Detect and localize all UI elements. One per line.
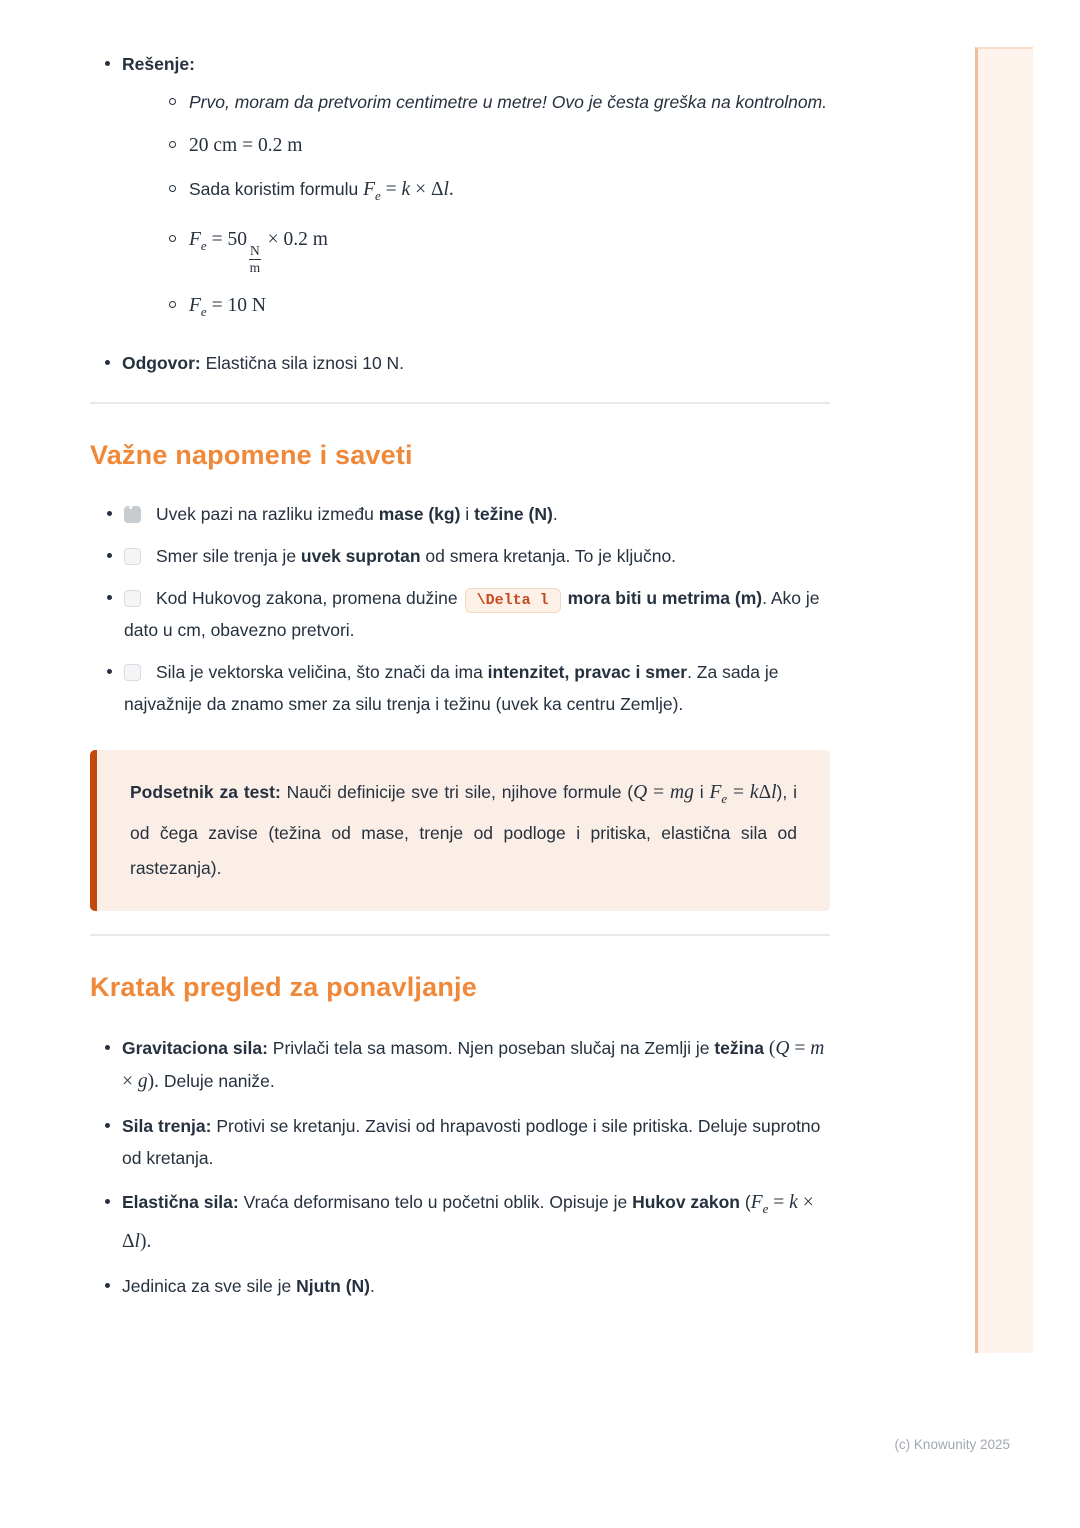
notes-checklist [90,498,830,720]
solution-step-text: $F_e = 50$ $\frac{N}{m}$ × 0.2 m [189,229,328,275]
solution-step-text: Sada koristim formulu $F_e = k \times \Delta l$. [189,179,454,203]
checkbox-icon[interactable] [124,548,141,565]
solution-step-text: $F_e = 10$ N [189,295,266,320]
bullet-icon [105,360,110,365]
checklist-item-text: Smer sile trenja je uvek suprotan od smera kretanja. To je ključno. [156,546,677,567]
circle-bullet-icon [169,301,176,308]
solution-step-text: Prvo, moram da pretvorim centimetre u metre! Ovo je česta greška na kontrolnom. [189,92,828,112]
solution-step [122,289,830,328]
side-accent-bar [975,47,1033,1353]
circle-bullet-icon [169,185,176,192]
review-item [90,1186,830,1258]
bullet-icon [107,511,112,516]
solution-step-text: 20 cm = 0.2 m [189,135,303,156]
section-divider [90,402,830,404]
solution-bullet-label [90,48,830,328]
solution-label-text: Rešenje: [122,54,195,74]
review-item-text: Gravitaciona sila: Privlači tela sa masom. Njen poseban slučaj na Zemlji je težina (Q = m × g). Deluje naniže. [122,1038,825,1093]
checklist-item [90,540,830,572]
answer-text: Odgovor: Elastična sila iznosi 10 N. [122,353,405,374]
bullet-icon [105,61,110,66]
review-item-text: Sila trenja: Protivi se kretanju. Zavisi od hrapavosti podloge i sile pritiska. Deluje suprotno od kretanja. [122,1116,821,1169]
solution-step [122,173,830,212]
callout-text: Podsetnik za test: Nauči definicije sve tri sile, njihove formule (Q = mg i $F_e = k\Delta l$), i od čega zavise (težina od mase, trenje od podloge i pritiska, elastična sila od rastezanja). [130,782,797,879]
checkbox-icon[interactable] [124,590,141,607]
checklist-item [90,582,830,646]
checklist-item-text: Uvek pazi na razliku između mase (kg) i težine (N). [156,504,558,525]
bullet-icon [105,1045,110,1050]
review-heading: Kratak pregled za ponavljanje [90,972,477,1003]
solution-section [90,48,830,379]
review-item [90,1270,830,1302]
notes-heading: Važne napomene i saveti [90,440,413,471]
document-page [90,48,830,1314]
review-item [90,1032,830,1098]
checklist-item [90,656,830,720]
review-item [90,1110,830,1174]
bullet-icon [107,595,112,600]
bullet-icon [105,1123,110,1128]
solution-step [122,223,830,275]
checklist-item-text: Kod Hukovog zakona, promena dužine \Delta l mora biti u metrima (m). Ako je dato u cm, obavezno pretvori. [124,588,820,641]
answer-line [90,347,830,379]
bullet-icon [105,1199,110,1204]
checkbox-icon[interactable] [124,664,141,681]
review-item-text: Jedinica za sve sile je Njutn (N). [122,1276,375,1297]
bullet-icon [105,1283,110,1288]
checkbox-icon[interactable] [124,506,141,523]
circle-bullet-icon [169,141,176,148]
solution-steps-list [122,86,830,328]
test-reminder-callout [90,750,830,911]
fraction: $\frac{N}{m}$ [249,243,261,275]
section-divider [90,934,830,936]
review-item-text: Elastična sila: Vraća deformisano telo u početni oblik. Opisuje je Hukov zakon $(F_e = k \times \Delta l)$. [122,1192,814,1253]
review-list [90,1032,830,1302]
circle-bullet-icon [169,98,176,105]
solution-step [122,129,830,162]
checklist-item-text: Sila je vektorska veličina, što znači da ima intenzitet, pravac i smer. Za sada je najvažnije da znamo smer za silu trenja i težinu (uvek ka centru Zemlje). [124,662,779,715]
solution-step [122,86,830,118]
checklist-item [90,498,830,530]
bullet-icon [107,669,112,674]
circle-bullet-icon [169,235,176,242]
footer-credit: (c) Knowunity 2025 [894,1437,1010,1452]
bullet-icon [107,553,112,558]
